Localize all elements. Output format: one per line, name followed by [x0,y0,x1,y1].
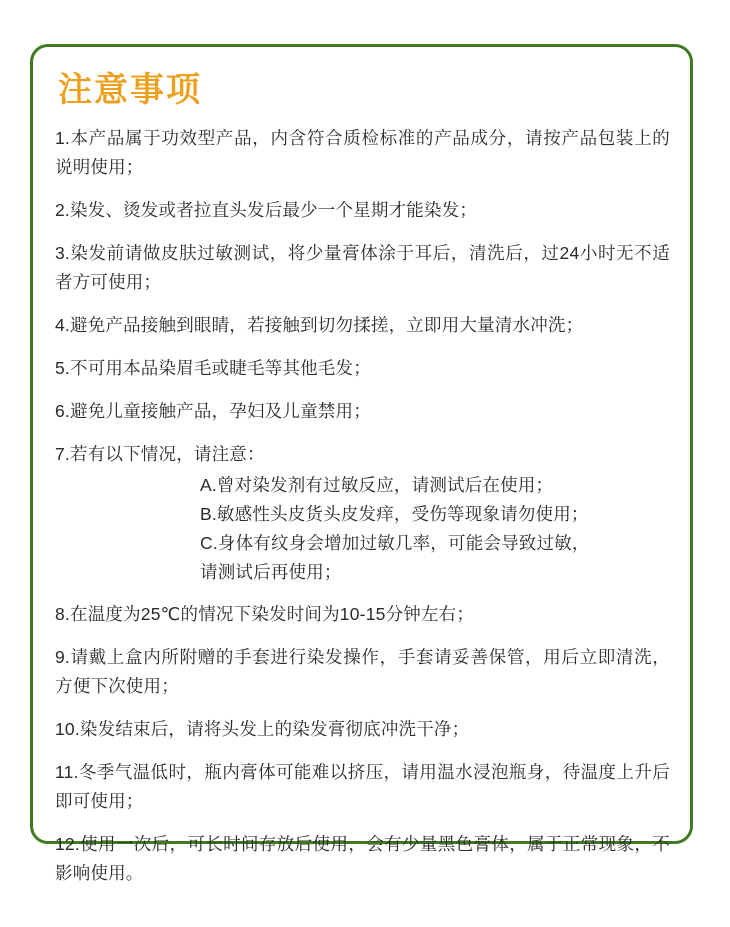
notice-sub-item: C.身体有纹身会增加过敏几率，可能会导致过敏， [200,533,590,553]
list-item [55,397,670,426]
list-item [55,124,670,182]
notice-text: 12.使用一次后，可长时间存放后使用，会有少量黑色膏体，属于正常现象，不影响使用。 [55,834,670,883]
list-item [55,354,670,383]
notice-sub-item: A.曾对染发剂有过敏反应，请测试后在使用； [200,475,554,495]
notice-text: 3.染发前请做皮肤过敏测试，将少量膏体涂于耳后，清洗后，过24小时无不适者方可使用； [55,243,670,292]
notice-text: 1.本产品属于功效型产品，内含符合质检标准的产品成分，请按产品包装上的说明使用； [55,128,670,177]
notice-text: 7.若有以下情况，请注意： [55,444,265,464]
list-item [55,830,670,888]
notice-text: 10.染发结束后，请将头发上的染发膏彻底冲洗干净； [55,719,470,739]
notice-text: 8.在温度为25℃的情况下染发时间为10-15分钟左右； [55,604,475,624]
notice-text: 9.请戴上盒内所附赠的手套进行染发操作，手套请妥善保管，用后立即清洗，方便下次使用； [55,647,670,696]
list-item [55,758,670,816]
notice-sub-item: B.敏感性头皮货头皮发痒，受伤等现象请勿使用； [200,504,589,524]
list-item [55,311,670,340]
notice-text: 6.避免儿童接触产品，孕妇及儿童禁用； [55,401,371,421]
page-title: 注意事项 [58,71,202,109]
notice-sub-list [55,471,670,587]
list-item [55,715,670,744]
list-item [55,440,670,587]
notice-text: 11.冬季气温低时，瓶内膏体可能难以挤压，请用温水浸泡瓶身，待温度上升后即可使用； [55,762,670,811]
notice-sub-item-continuation: 请测试后再使用； [200,562,342,582]
notice-text: 2.染发、烫发或者拉直头发后最少一个星期才能染发； [55,200,478,220]
list-item [55,600,670,629]
notice-list [55,124,670,902]
list-item [55,643,670,701]
notice-text: 4.避免产品接触到眼睛，若接触到切勿揉搓，立即用大量清水冲洗； [55,315,584,335]
list-item [55,239,670,297]
notice-text: 5.不可用本品染眉毛或睫毛等其他毛发； [55,358,371,378]
list-item [55,196,670,225]
